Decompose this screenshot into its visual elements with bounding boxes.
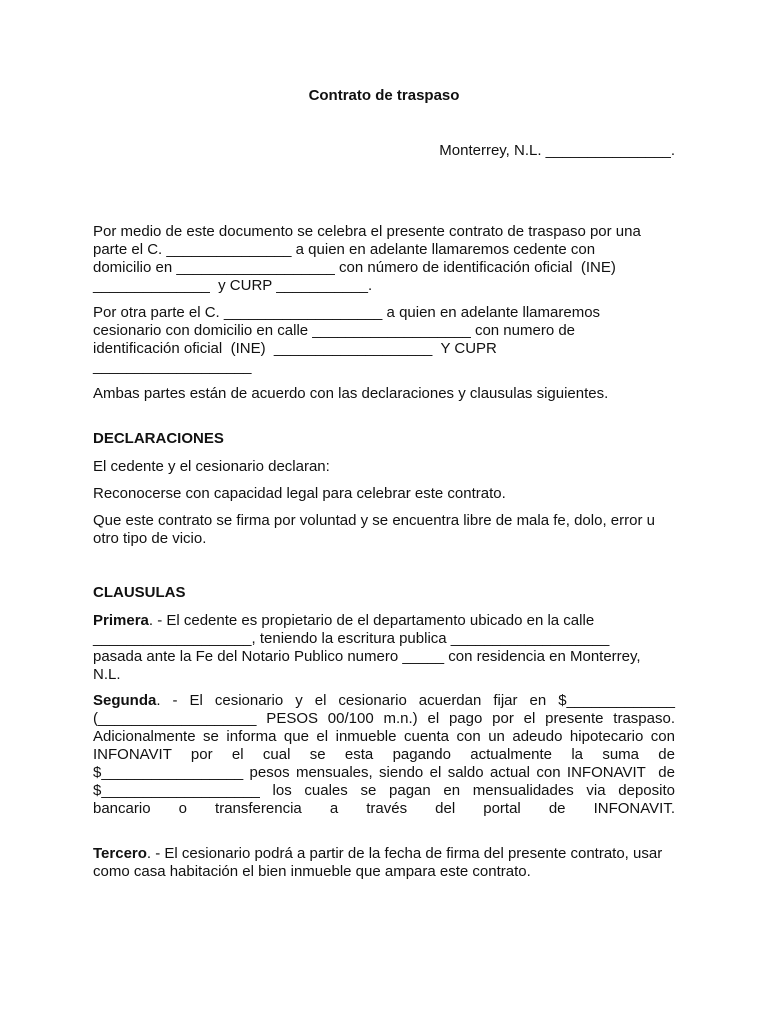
intro-line-2: parte el C. _______________ a quien en adelante llamaremos cedente con: [93, 241, 596, 258]
clause-primera-label: Primera: [93, 612, 149, 629]
clause-primera-line-1: [93, 612, 594, 630]
clause-primera-line-4: N.L.: [93, 666, 121, 683]
declaraciones-heading: DECLARACIONES: [93, 430, 224, 447]
clause-tercero-line-2: como casa habitación el bien inmueble que ampara este contrato.: [93, 863, 531, 880]
clause-segunda-line-5: $_________________ pesos mensuales, siendo el saldo actual con INFONAVIT de: [93, 764, 675, 781]
clause-segunda-line-2: (___________________ PESOS 00/100 m.n.) el pago por el presente traspaso.: [93, 710, 675, 727]
clause-tercero-text: . - El cesionario podrá a partir de la fecha de firma del presente contrato, usar: [146, 845, 663, 862]
clause-segunda-line-4: INFONAVIT por el cual se esta pagando actualmente la suma de: [93, 746, 675, 763]
clause-tercero-line-1: [93, 845, 662, 863]
clause-segunda-text: . - El cesionario y el cesionario acuerdan fijar en $_____________: [156, 692, 675, 709]
second-party-line-3: identificación oficial (INE) ___________________ Y CUPR: [93, 340, 497, 357]
clause-segunda-line-7: bancario o transferencia a través del portal de INFONAVIT.: [93, 800, 675, 817]
clause-segunda-line-1: [93, 692, 675, 710]
clause-segunda-line-3: Adicionalmente se informa que el inmueble cuenta con un adeudo hipotecario con: [93, 728, 675, 745]
place-date-line: Monterrey, N.L. _______________.: [439, 142, 675, 159]
declaration-item-3-line-2: otro tipo de vicio.: [93, 530, 207, 547]
document-title: Contrato de traspaso: [308, 87, 460, 104]
clause-segunda-label: Segunda: [93, 692, 157, 709]
second-party-line-1: Por otra parte el C. ___________________ a quien en adelante llamaremos: [93, 304, 601, 321]
clausulas-heading: CLAUSULAS: [93, 584, 186, 601]
second-party-line-4: ___________________: [93, 358, 252, 375]
second-party-line-2: cesionario con domicilio en calle ___________________ con numero de: [93, 322, 576, 339]
declaration-item-1: El cedente y el cesionario declaran:: [93, 458, 330, 475]
declaration-item-2: Reconocerse con capacidad legal para celebrar este contrato.: [93, 485, 506, 502]
clause-primera-text: . - El cedente es propietario de el departamento ubicado en la calle: [148, 612, 595, 629]
clause-primera-line-2: ___________________, teniendo la escritura publica ___________________: [93, 630, 610, 647]
clause-tercero-label: Tercero: [93, 845, 147, 862]
clause-segunda-line-6: $___________________ los cuales se pagan en mensualidades via deposito: [93, 782, 675, 799]
declaration-item-3-line-1: Que este contrato se firma por voluntad y se encuentra libre de mala fe, dolo, error u: [93, 512, 655, 529]
clause-primera-line-3: pasada ante la Fe del Notario Publico numero _____ con residencia en Monterrey,: [93, 648, 641, 665]
intro-line-1: Por medio de este documento se celebra el presente contrato de traspaso por una: [93, 223, 641, 240]
agreement-text: Ambas partes están de acuerdo con las declaraciones y clausulas siguientes.: [93, 385, 609, 402]
intro-line-4: ______________ y CURP ___________.: [93, 277, 373, 294]
intro-line-3: domicilio en ___________________ con número de identificación oficial (INE): [93, 259, 616, 276]
